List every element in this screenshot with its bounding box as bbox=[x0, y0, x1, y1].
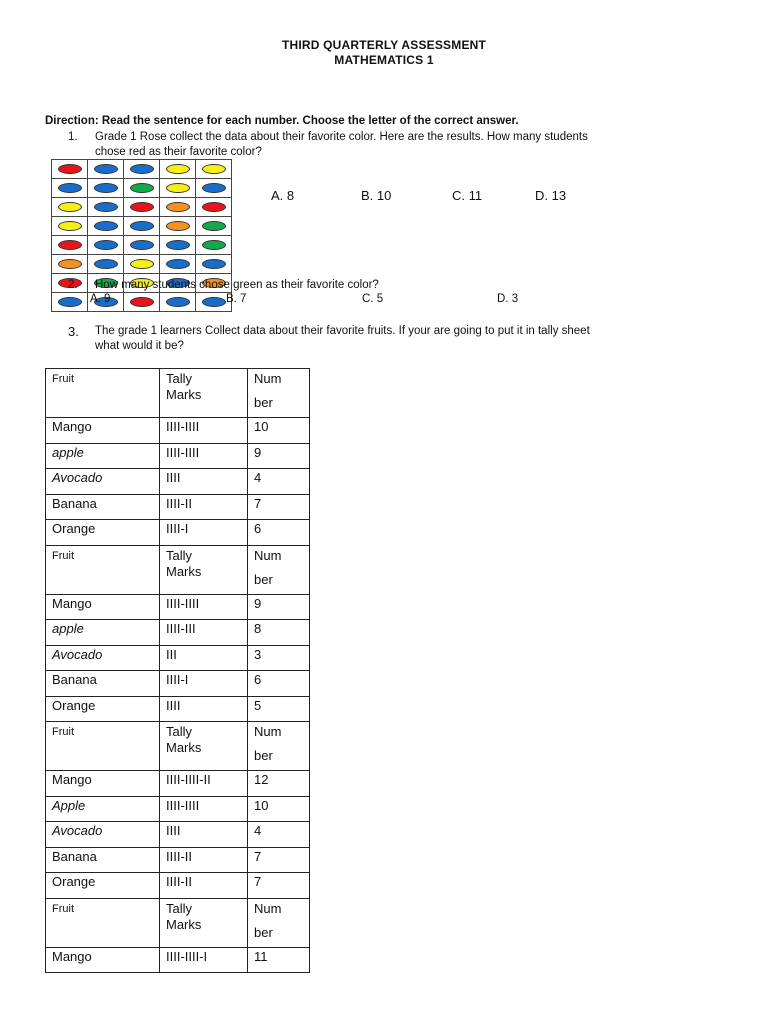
table-row bbox=[46, 822, 310, 848]
color-grid-row bbox=[52, 255, 232, 274]
blue-oval bbox=[130, 240, 154, 250]
question-3-number: 3. bbox=[68, 324, 79, 339]
number-cell: 4 bbox=[248, 822, 310, 848]
blue-oval bbox=[202, 259, 226, 269]
header-number bbox=[248, 722, 310, 771]
red-oval bbox=[130, 297, 154, 307]
number-cell: 3 bbox=[248, 645, 310, 671]
number-cell: 9 bbox=[248, 443, 310, 469]
table-row bbox=[46, 469, 310, 495]
color-grid-row bbox=[52, 217, 232, 236]
table-header-row bbox=[46, 369, 310, 418]
header-number bbox=[248, 545, 310, 594]
fruit-name-cell: Mango bbox=[46, 771, 160, 797]
blue-oval bbox=[202, 297, 226, 307]
fruit-name-cell: apple bbox=[46, 443, 160, 469]
fruit-name-cell: Avocado bbox=[46, 469, 160, 495]
color-grid-row bbox=[52, 179, 232, 198]
table-row bbox=[46, 873, 310, 899]
color-grid-cell bbox=[52, 198, 88, 217]
header-fruit bbox=[46, 545, 160, 594]
q1-choice-d: D. 13 bbox=[535, 188, 567, 203]
q1-choice-a: A. 8 bbox=[271, 188, 295, 203]
color-grid-row bbox=[52, 293, 232, 312]
color-grid-cell bbox=[88, 179, 124, 198]
header-tally-line1: Tally bbox=[166, 900, 193, 916]
tally-marks-cell: IIII-I bbox=[160, 520, 248, 546]
blue-oval bbox=[166, 240, 190, 250]
color-grid-cell bbox=[52, 217, 88, 236]
blue-oval bbox=[94, 240, 118, 250]
fruit-name-cell: Orange bbox=[46, 873, 160, 899]
tally-marks-cell: IIII-II bbox=[160, 847, 248, 873]
question-1-number: 1. bbox=[68, 131, 78, 143]
number-cell: 5 bbox=[248, 696, 310, 722]
fruit-name-cell: Orange bbox=[46, 696, 160, 722]
number-cell: 6 bbox=[248, 671, 310, 697]
number-cell: 10 bbox=[248, 796, 310, 822]
color-grid-cell bbox=[160, 236, 196, 255]
color-grid-cell bbox=[160, 293, 196, 312]
yellow-oval bbox=[58, 221, 82, 231]
table-row bbox=[46, 771, 310, 797]
q2-choice-b: B. 7 bbox=[226, 293, 247, 305]
blue-oval bbox=[202, 183, 226, 193]
red-oval bbox=[58, 240, 82, 250]
table-header-row bbox=[46, 898, 310, 947]
q2-choice-a: A. 9 bbox=[90, 293, 111, 305]
color-grid-row bbox=[52, 160, 232, 179]
header-tally-line2: Marks bbox=[166, 563, 202, 579]
header-number bbox=[248, 898, 310, 947]
header-number-line2: ber bbox=[254, 395, 273, 410]
tally-marks-cell: IIII bbox=[160, 469, 248, 495]
header-fruit bbox=[46, 722, 160, 771]
color-grid-row bbox=[52, 236, 232, 255]
tally-marks-cell: IIII-III bbox=[160, 620, 248, 646]
tally-marks-cell: IIII-IIII bbox=[160, 443, 248, 469]
color-grid-cell bbox=[124, 255, 160, 274]
header-tally-line2: Marks bbox=[166, 740, 202, 755]
number-cell: 9 bbox=[248, 594, 310, 620]
header-tally-line1: Tally bbox=[166, 724, 193, 739]
blue-oval bbox=[94, 202, 118, 212]
header-tally bbox=[160, 722, 248, 771]
number-cell: 12 bbox=[248, 771, 310, 797]
number-cell: 7 bbox=[248, 494, 310, 520]
tally-marks-cell: IIII-IIII bbox=[160, 796, 248, 822]
fruit-name-cell: Orange bbox=[46, 520, 160, 546]
color-grid-cell bbox=[88, 217, 124, 236]
blue-oval bbox=[58, 183, 82, 193]
color-grid-cell bbox=[52, 236, 88, 255]
tally-marks-cell: IIII-IIII bbox=[160, 418, 248, 444]
tally-marks-cell: IIII bbox=[160, 822, 248, 848]
header-number-line1: Num bbox=[254, 547, 282, 563]
table-row bbox=[46, 620, 310, 646]
table-row bbox=[46, 671, 310, 697]
page-title: THIRD QUARTERLY ASSESSMENT bbox=[281, 38, 487, 52]
fruit-name-cell: Mango bbox=[46, 418, 160, 444]
question-3-text-line2: what would it be? bbox=[95, 340, 184, 352]
question-3-text-line1: The grade 1 learners Collect data about their favorite fruits. If your are going to put it in tally sheet bbox=[95, 325, 590, 337]
header-number-line2: ber bbox=[254, 748, 273, 763]
tally-marks-cell: IIII-IIII-I bbox=[160, 947, 248, 973]
color-grid-cell bbox=[196, 198, 232, 217]
q2-choice-d: D. 3 bbox=[497, 293, 519, 305]
header-fruit bbox=[46, 369, 160, 418]
color-grid-cell bbox=[88, 236, 124, 255]
yellow-oval bbox=[58, 202, 82, 212]
yellow-oval bbox=[130, 259, 154, 269]
header-fruit bbox=[46, 898, 160, 947]
fruit-name-cell: Mango bbox=[46, 947, 160, 973]
header-fruit-label: Fruit bbox=[52, 549, 74, 562]
table-row bbox=[46, 520, 310, 546]
color-grid-cell bbox=[196, 217, 232, 236]
q1-choice-b: B. 10 bbox=[361, 188, 392, 203]
header-number-line1: Num bbox=[254, 724, 282, 739]
header-tally-line2: Marks bbox=[166, 916, 202, 932]
blue-oval bbox=[130, 164, 154, 174]
green-oval bbox=[202, 240, 226, 250]
number-cell: 7 bbox=[248, 873, 310, 899]
blue-oval bbox=[94, 183, 118, 193]
number-cell: 6 bbox=[248, 520, 310, 546]
blue-oval bbox=[58, 297, 82, 307]
table-row bbox=[46, 494, 310, 520]
question-1-text-line2: chose red as their favorite color? bbox=[95, 146, 262, 158]
fruit-tally-table bbox=[45, 368, 310, 973]
fruit-name-cell: Banana bbox=[46, 847, 160, 873]
color-grid-cell bbox=[160, 217, 196, 236]
header-fruit-label: Fruit bbox=[52, 373, 74, 385]
color-grid-cell bbox=[124, 160, 160, 179]
table-header-row bbox=[46, 722, 310, 771]
color-grid-cell bbox=[124, 217, 160, 236]
number-cell: 10 bbox=[248, 418, 310, 444]
table-header-row bbox=[46, 545, 310, 594]
question-2-text: How many students chose green as their favorite color? bbox=[95, 279, 379, 291]
page-subtitle: MATHEMATICS 1 bbox=[334, 53, 434, 67]
fruit-name-cell: Apple bbox=[46, 796, 160, 822]
table-row bbox=[46, 645, 310, 671]
color-grid-cell bbox=[52, 293, 88, 312]
table-row bbox=[46, 847, 310, 873]
tally-marks-cell: IIII-IIII bbox=[160, 594, 248, 620]
header-tally bbox=[160, 545, 248, 594]
color-grid-row bbox=[52, 198, 232, 217]
color-grid-cell bbox=[160, 255, 196, 274]
fruit-name-cell: Banana bbox=[46, 494, 160, 520]
yellow-oval bbox=[202, 164, 226, 174]
header-fruit-label: Fruit bbox=[52, 902, 74, 915]
header-number-line2: ber bbox=[254, 571, 273, 587]
color-grid-cell bbox=[124, 236, 160, 255]
color-grid-cell bbox=[52, 160, 88, 179]
color-grid-cell bbox=[88, 198, 124, 217]
number-cell: 8 bbox=[248, 620, 310, 646]
fruit-name-cell: Avocado bbox=[46, 822, 160, 848]
color-grid-cell bbox=[196, 179, 232, 198]
header-tally bbox=[160, 369, 248, 418]
tally-marks-cell: IIII-IIII-II bbox=[160, 771, 248, 797]
header-tally-line1: Tally bbox=[166, 371, 193, 386]
fruit-name-cell: Avocado bbox=[46, 645, 160, 671]
fruit-name-cell: Banana bbox=[46, 671, 160, 697]
color-grid-cell bbox=[196, 236, 232, 255]
blue-oval bbox=[94, 164, 118, 174]
blue-oval bbox=[130, 221, 154, 231]
table-row bbox=[46, 796, 310, 822]
blue-oval bbox=[166, 259, 190, 269]
number-cell: 4 bbox=[248, 469, 310, 495]
color-grid-cell bbox=[160, 160, 196, 179]
red-oval bbox=[58, 164, 82, 174]
fruit-name-cell: apple bbox=[46, 620, 160, 646]
color-grid-cell bbox=[160, 198, 196, 217]
table-row bbox=[46, 443, 310, 469]
color-grid-cell bbox=[52, 179, 88, 198]
color-grid-cell bbox=[88, 255, 124, 274]
header-number-line2: ber bbox=[254, 924, 273, 940]
table-row bbox=[46, 594, 310, 620]
red-oval bbox=[130, 202, 154, 212]
green-oval bbox=[130, 183, 154, 193]
color-grid-cell bbox=[196, 255, 232, 274]
tally-marks-cell: IIII-II bbox=[160, 873, 248, 899]
header-tally-line1: Tally bbox=[166, 547, 193, 563]
q1-choice-c: C. 11 bbox=[452, 188, 483, 203]
tally-marks-cell: IIII-II bbox=[160, 494, 248, 520]
color-grid-cell bbox=[160, 179, 196, 198]
red-oval bbox=[202, 202, 226, 212]
table-row bbox=[46, 418, 310, 444]
header-tally-line2: Marks bbox=[166, 387, 202, 402]
table-row bbox=[46, 696, 310, 722]
orange-oval bbox=[166, 202, 190, 212]
header-fruit-label: Fruit bbox=[52, 726, 74, 738]
blue-oval bbox=[166, 297, 190, 307]
color-grid-cell bbox=[196, 160, 232, 179]
header-number-line1: Num bbox=[254, 371, 282, 386]
color-grid-cell bbox=[124, 179, 160, 198]
header-number bbox=[248, 369, 310, 418]
yellow-oval bbox=[166, 164, 190, 174]
number-cell: 7 bbox=[248, 847, 310, 873]
color-grid-cell bbox=[88, 160, 124, 179]
color-grid-cell bbox=[52, 255, 88, 274]
color-grid-cell bbox=[124, 293, 160, 312]
header-tally bbox=[160, 898, 248, 947]
tally-marks-cell: III bbox=[160, 645, 248, 671]
blue-oval bbox=[94, 221, 118, 231]
fruit-name-cell: Mango bbox=[46, 594, 160, 620]
green-oval bbox=[202, 221, 226, 231]
orange-oval bbox=[58, 259, 82, 269]
header-number-line1: Num bbox=[254, 900, 282, 916]
tally-marks-cell: IIII-I bbox=[160, 671, 248, 697]
yellow-oval bbox=[166, 183, 190, 193]
blue-oval bbox=[94, 259, 118, 269]
tally-marks-cell: IIII bbox=[160, 696, 248, 722]
orange-oval bbox=[166, 221, 190, 231]
direction-text: Direction: Read the sentence for each number. Choose the letter of the correct answer. bbox=[45, 115, 519, 127]
question-1-text-line1: Grade 1 Rose collect the data about their favorite color. Here are the results. How many students bbox=[95, 131, 588, 143]
q2-choice-c: C. 5 bbox=[362, 293, 384, 305]
number-cell: 11 bbox=[248, 947, 310, 973]
question-2-number: 2. bbox=[68, 279, 78, 291]
color-grid-cell bbox=[124, 198, 160, 217]
table-row bbox=[46, 947, 310, 973]
